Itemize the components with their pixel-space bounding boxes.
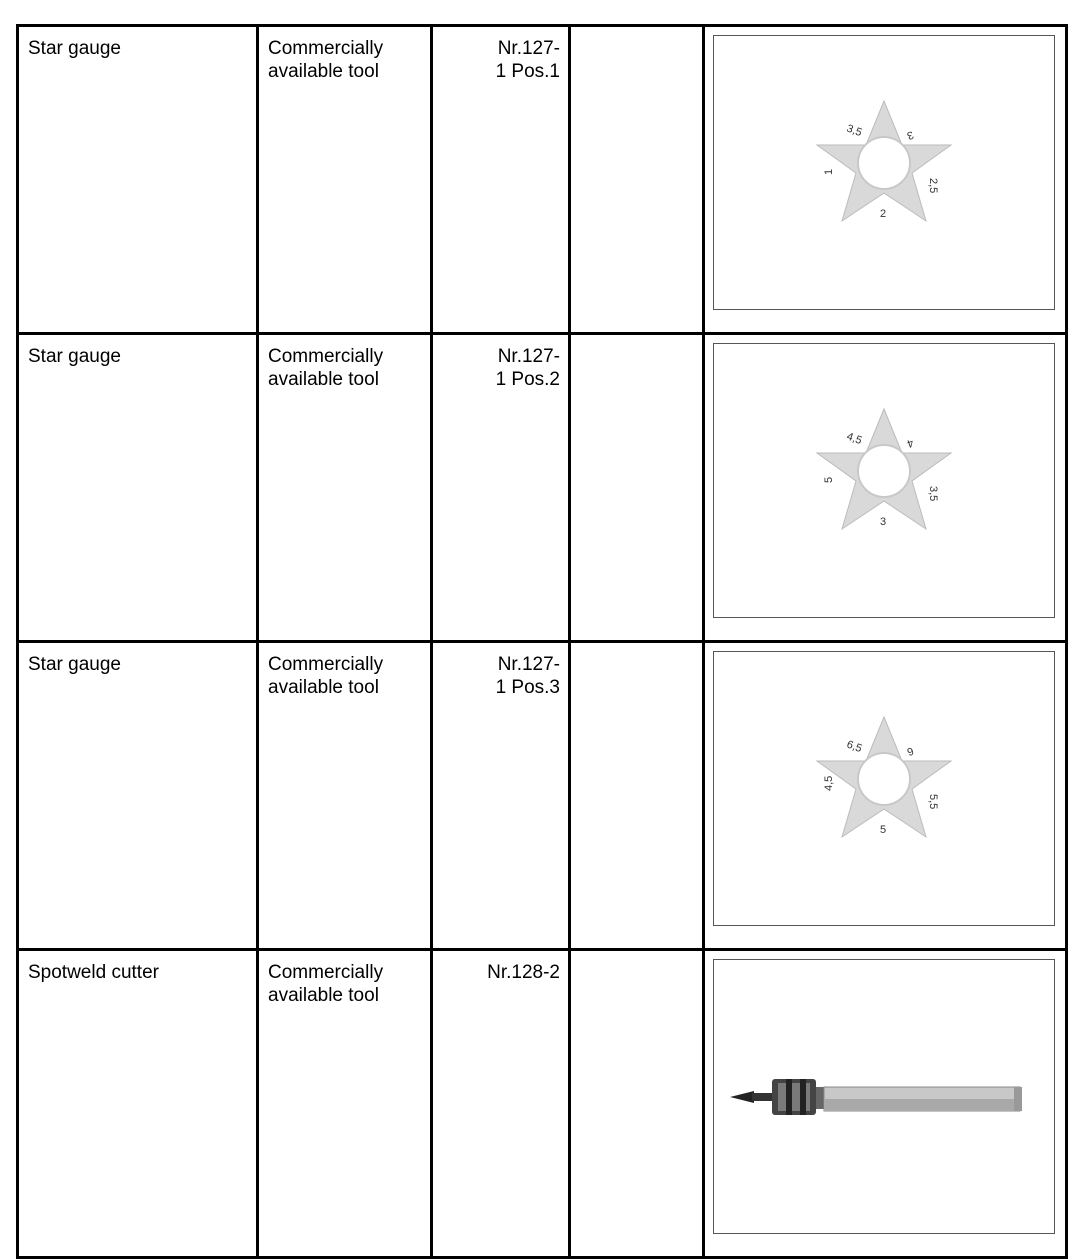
gauge-label: 6 <box>905 743 916 758</box>
availability-cell <box>258 334 432 642</box>
tool-number-line2: 1 Pos.1 <box>495 61 560 82</box>
gauge-label: 6,5 <box>844 738 864 755</box>
tool-image-frame <box>713 343 1055 618</box>
star-gauge-image <box>784 83 984 263</box>
tool-availability: Commercially available tool <box>268 38 384 82</box>
tool-availability: Commercially available tool <box>268 346 384 390</box>
availability-cell <box>258 26 432 334</box>
tool-number-line1: Nr.127- <box>497 654 560 675</box>
tool-number-line1: Nr.127- <box>497 346 560 367</box>
gauge-label: 1 <box>823 168 835 175</box>
tool-remark <box>571 643 702 653</box>
tool-name-cell <box>18 26 258 334</box>
gauge-label: 3 <box>905 127 916 142</box>
gauge-label: 5,5 <box>927 793 939 809</box>
gauge-label: 4,5 <box>844 430 864 447</box>
remark-cell <box>570 950 704 1258</box>
spotweld-cutter-image <box>724 1057 1044 1137</box>
image-cell <box>704 334 1067 642</box>
gauge-label: 5 <box>880 823 887 836</box>
tool-number-line2: 1 Pos.3 <box>495 677 560 698</box>
tool-number-line1: Nr.128-2 <box>487 962 560 983</box>
star-gauge-image <box>784 391 984 571</box>
tool-image-frame <box>713 35 1055 310</box>
table-row <box>18 642 1067 950</box>
tool-number-cell <box>432 642 570 950</box>
remark-cell <box>570 26 704 334</box>
gauge-label: 5 <box>823 476 835 483</box>
tool-image-frame <box>713 959 1055 1234</box>
tool-number-line1: Nr.127- <box>497 38 560 59</box>
tool-name-cell <box>18 950 258 1258</box>
image-cell <box>704 950 1067 1258</box>
tool-name-cell <box>18 642 258 950</box>
gauge-label: 2,5 <box>927 177 939 193</box>
gauge-label: 4 <box>905 435 916 450</box>
gauge-label: 3 <box>880 515 887 528</box>
table-row <box>18 950 1067 1258</box>
tool-table <box>16 24 1068 1259</box>
tool-image-frame <box>713 651 1055 926</box>
tool-remark <box>571 335 702 345</box>
availability-cell <box>258 950 432 1258</box>
tool-number-cell <box>432 26 570 334</box>
remark-cell <box>570 642 704 950</box>
tool-name: Star gauge <box>28 346 121 367</box>
remark-cell <box>570 334 704 642</box>
tool-name: Star gauge <box>28 654 121 675</box>
tool-name: Spotweld cutter <box>28 962 159 983</box>
gauge-label: 3,5 <box>927 485 939 501</box>
tool-availability: Commercially available tool <box>268 654 384 698</box>
image-cell <box>704 26 1067 334</box>
tool-number <box>433 27 568 83</box>
tool-number-line2: 1 Pos.2 <box>495 369 560 390</box>
image-cell <box>704 642 1067 950</box>
table-row <box>18 26 1067 334</box>
tool-number <box>433 643 568 699</box>
tool-availability: Commercially available tool <box>268 962 384 1006</box>
tool-remark <box>571 951 702 961</box>
tool-number-cell <box>432 334 570 642</box>
tool-remark <box>571 27 702 37</box>
gauge-label: 2 <box>880 207 887 220</box>
tool-number <box>433 335 568 391</box>
availability-cell <box>258 642 432 950</box>
tool-name: Star gauge <box>28 38 121 59</box>
gauge-label: 4,5 <box>823 775 835 791</box>
gauge-label: 3,5 <box>844 122 864 139</box>
table-row <box>18 334 1067 642</box>
tool-name-cell <box>18 334 258 642</box>
tool-number-cell <box>432 950 570 1258</box>
star-gauge-image <box>784 699 984 879</box>
tool-number <box>433 951 568 984</box>
